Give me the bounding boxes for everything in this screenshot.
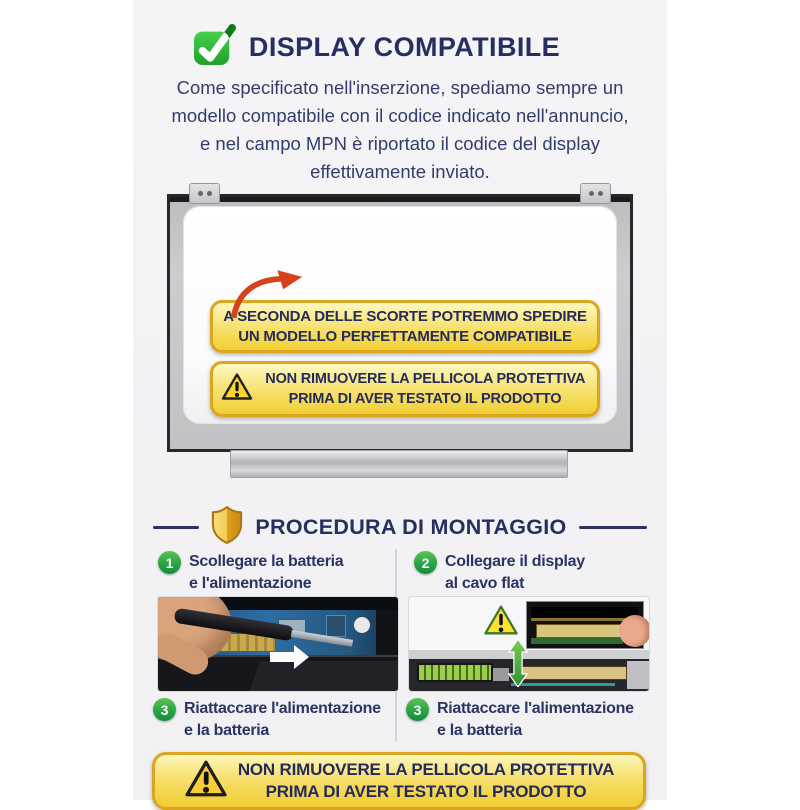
stock-banner-line: A SECONDA DELLE SCORTE POTREMMO SPEDIRE <box>223 307 587 325</box>
panel-bracket-left <box>189 183 220 204</box>
finger <box>619 615 649 647</box>
step-1-text: Scollegare la batteria e l'alimentazione <box>189 553 344 592</box>
photo-disconnect-battery <box>158 597 398 691</box>
step-2-badge: 2 <box>414 551 437 574</box>
photo-detail <box>627 661 649 689</box>
header <box>109 24 643 70</box>
procedure-header <box>133 506 667 548</box>
intro-line: modello compatibile con il codice indicato nell'annuncio, <box>171 105 629 126</box>
step-3-right <box>406 698 634 742</box>
step-3-left <box>153 698 381 742</box>
step-1 <box>158 551 343 595</box>
panel-foil-strip <box>230 450 568 478</box>
photo-detail <box>531 638 623 644</box>
red-curved-arrow-icon <box>226 269 306 326</box>
display-connector <box>417 663 493 682</box>
film-warning-text <box>261 369 589 409</box>
procedure-title: PROCEDURA DI MONTAGGIO <box>255 514 567 539</box>
white-arrow-icon <box>270 652 294 662</box>
warning-triangle-icon <box>184 759 228 804</box>
footer-warning-text <box>238 759 614 803</box>
intro-line: e nel campo MPN è riportato il codice del display <box>200 133 600 154</box>
footer-warning-banner <box>152 752 646 810</box>
film-warning-line: PRIMA DI AVER TESTATO IL PRODOTTO <box>288 391 562 407</box>
photo-detail <box>354 617 370 633</box>
photo-detail <box>531 607 638 621</box>
photo-connect-flat-cable <box>409 597 649 691</box>
photo-detail <box>409 650 649 659</box>
film-warning-banner <box>210 361 600 417</box>
warning-triangle-icon <box>483 604 519 641</box>
gold-shield-icon <box>211 506 243 549</box>
divider-line-right <box>579 526 647 529</box>
flat-cable <box>517 666 627 680</box>
intro-paragraph <box>125 74 675 186</box>
step-3-badge: 3 <box>153 698 176 721</box>
green-double-arrow-icon <box>507 639 529 691</box>
page-title: DISPLAY COMPATIBILE <box>248 31 561 62</box>
film-warning-line: NON RIMUOVERE LA PELLICOLA PROTETTIVA <box>265 371 585 387</box>
panel-top-edge <box>170 197 630 202</box>
intro-line: effettivamente inviato. <box>310 161 490 182</box>
step-2-text: Collegare il display al cavo flat <box>445 553 585 592</box>
warning-triangle-icon <box>221 372 253 407</box>
divider-line-left <box>153 526 199 529</box>
footer-warning-line: PRIMA DI AVER TESTATO IL PRODOTTO <box>265 782 587 801</box>
connector-inset-photo <box>526 601 644 649</box>
stock-banner-line: UN MODELLO PERFETTAMENTE COMPATIBILE <box>238 327 572 345</box>
green-check-icon <box>192 24 236 71</box>
step-3-badge: 3 <box>406 698 429 721</box>
step-2 <box>414 551 585 595</box>
step-3-text: Riattaccare l'alimentazione e la batteria <box>184 700 381 739</box>
flat-cable <box>536 624 622 638</box>
step-3-text: Riattaccare l'alimentazione e la batteria <box>437 700 634 739</box>
photo-detail <box>326 615 346 637</box>
photo-detail <box>376 610 398 656</box>
footer-warning-line: NON RIMUOVERE LA PELLICOLA PROTETTIVA <box>237 760 615 779</box>
photo-detail <box>250 661 398 691</box>
step-1-badge: 1 <box>158 551 181 574</box>
panel-bracket-right <box>580 183 611 204</box>
intro-line: Come specificato nell'inserzione, spediamo sempre un <box>176 77 624 98</box>
